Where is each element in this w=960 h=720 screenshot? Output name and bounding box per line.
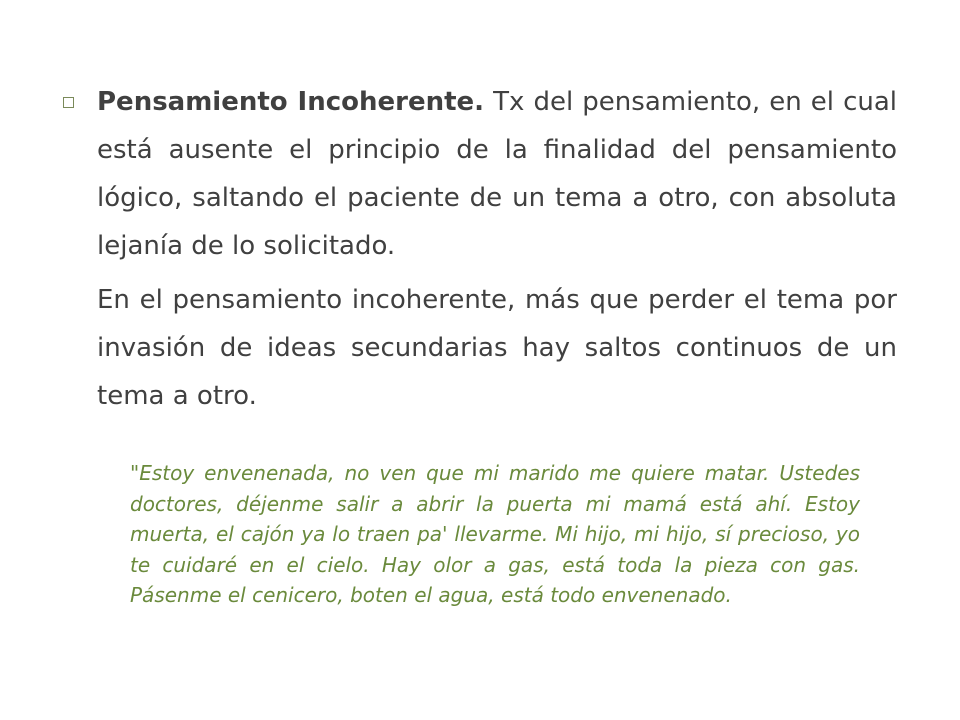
definition-paragraph [97, 78, 897, 270]
definition-text: Tx del pensamiento, en el cual está ausente el principio de la finalidad del pensamiento lógico, saltando el paciente de un tema a otro, con absoluta lejanía de lo solicitado. [97, 87, 898, 261]
term-heading: Pensamiento Incoherente. [97, 87, 485, 117]
square-bullet-icon [63, 97, 74, 108]
example-quote: "Estoy envenenada, no ven que mi marido me quiere matar. Ustedes doctores, déjenme salir a abrir la puerta mi mamá está ahí. Estoy muerta, el cajón ya lo traen pa' llevarme. Mi hijo, mi hijo, sí precioso, yo te cuidaré en el cielo. Hay olor a gas, está toda la pieza con gas. Pásenme el cenicero, boten el agua, está todo envenenado. [130, 461, 860, 608]
explanation-paragraph: En el pensamiento incoherente, más que perder el tema por invasión de ideas secundarias hay saltos continuos de un tema a otro. [97, 285, 897, 411]
